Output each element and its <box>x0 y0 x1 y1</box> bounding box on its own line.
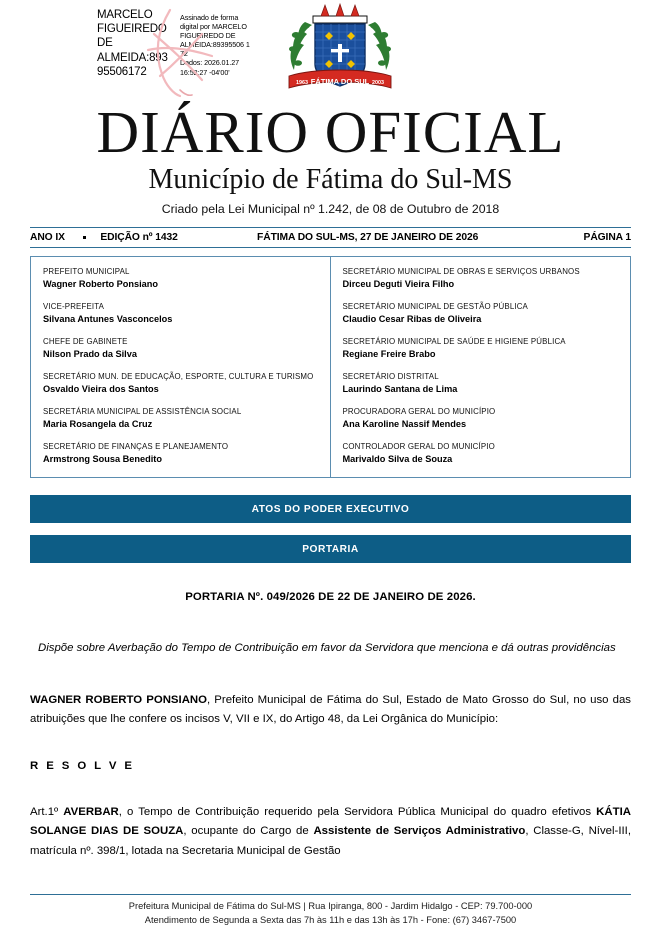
official-entry <box>343 406 621 431</box>
crest-left-text: 1963 <box>296 80 308 86</box>
official-role: PROCURADORA GERAL DO MUNICÍPIO <box>342 407 496 416</box>
crest-banner-text: FÁTIMA DO SUL <box>310 77 370 86</box>
digital-signature-details <box>180 13 268 77</box>
official-name: Nilson Prado da Silva <box>43 349 137 359</box>
official-role: VICE-PREFEITA <box>43 302 104 311</box>
official-name: Wagner Roberto Ponsiano <box>43 279 159 289</box>
portaria-title: PORTARIA Nº. 049/2026 DE 22 DE JANEIRO DE 2026. <box>185 590 476 603</box>
signature-detail-line-2: digital por MARCELO <box>180 22 247 32</box>
officials-column-right <box>331 257 631 477</box>
digital-signature-name: MARCELO FIGUEIREDO DE ALMEIDA:893 95506172 <box>97 9 168 78</box>
official-name: Osvaldo Vieira dos Santos <box>43 384 159 394</box>
official-entry <box>343 301 621 326</box>
masthead-subtitle: Município de Fátima do Sul-MS <box>148 164 513 195</box>
bullet-separator-icon <box>83 236 87 240</box>
official-role: SECRETÁRIO MUN. DE EDUCAÇÃO, ESPORTE, CULTURA E TURISMO <box>43 372 314 381</box>
official-role: SECRETÁRIO DE FINANÇAS E PLANEJAMENTO <box>43 442 229 451</box>
preamble-mayor-name: WAGNER ROBERTO PONSIANO <box>30 693 208 706</box>
official-name: Dirceu Deguti Vieira Filho <box>342 279 455 289</box>
signature-detail-line-6: Dados: 2026.01.27 <box>180 58 240 68</box>
page-title: DIÁRIO OFICIAL <box>96 99 565 165</box>
official-name: Regiane Freire Brabo <box>342 349 436 359</box>
official-role: CHEFE DE GABINETE <box>43 337 128 346</box>
official-entry <box>343 336 621 361</box>
article-1 <box>30 803 631 862</box>
officials-column-left <box>31 257 331 477</box>
official-role: CONTROLADOR GERAL DO MUNICÍPIO <box>342 442 495 451</box>
official-entry <box>343 441 621 466</box>
official-role: SECRETÁRIO MUNICIPAL DE OBRAS E SERVIÇOS URBANOS <box>342 267 580 276</box>
official-role: SECRETÁRIO DISTRITAL <box>342 372 439 381</box>
official-entry <box>43 371 320 396</box>
official-entry <box>43 441 320 466</box>
official-name: Armstrong Sousa Benedito <box>43 454 162 464</box>
footer-hours: Atendimento de Segunda a Sexta das 7h às 11h e das 13h às 17h - Fone: (67) 3467-7500 <box>144 914 517 925</box>
officials-table <box>30 256 631 478</box>
resolve-heading: R E S O L V E <box>30 759 135 772</box>
edition-year: ANO IX <box>30 232 65 243</box>
edition-place-date: FÁTIMA DO SUL-MS, 27 DE JANEIRO DE 2026 <box>257 232 479 243</box>
header-zone <box>0 0 661 100</box>
official-entry <box>43 301 320 326</box>
article-1-prefix: Art.1º <box>30 805 64 818</box>
page-number: PÁGINA 1 <box>583 232 631 243</box>
official-role: SECRETÁRIO MUNICIPAL DE SAÚDE E HIGIENE PÚBLICA <box>342 337 566 346</box>
portaria-ementa: Dispõe sobre Averbação do Tempo de Contribuição em favor da Servidora que menciona e dá outras providências <box>38 641 616 654</box>
article-1-mid-2: , ocupante do Cargo de <box>183 825 314 837</box>
section-banner-portaria: PORTARIA <box>30 535 631 563</box>
official-name: Silvana Antunes Vasconcelos <box>43 314 173 324</box>
official-name: Marivaldo Silva de Souza <box>342 454 453 464</box>
document-body <box>30 591 631 862</box>
article-1-cargo: Assistente de Serviços Administrativo <box>313 825 526 837</box>
portaria-preamble <box>30 691 631 730</box>
official-role: SECRETÁRIO MUNICIPAL DE GESTÃO PÚBLICA <box>342 302 528 311</box>
signature-detail-line-3: FIGUEIREDO DE <box>180 31 236 41</box>
article-1-verb: AVERBAR <box>63 805 119 818</box>
official-name: Maria Rosangela da Cruz <box>43 419 153 429</box>
article-1-tail: , Classe-G, Nível-III, matrícula nº. 398/1, lotada na Secretaria Municipal de Gestão <box>30 825 631 857</box>
official-name: Laurindo Santana de Lima <box>342 384 458 394</box>
signature-detail-line-5: 72 <box>180 49 188 59</box>
official-entry <box>43 406 320 431</box>
official-role: PREFEITO MUNICIPAL <box>43 267 130 276</box>
official-entry <box>43 266 320 291</box>
official-entry <box>43 336 320 361</box>
signature-detail-line-1: Assinado de forma <box>180 13 239 22</box>
article-1-mid-1: , o Tempo de Contribuição requerido pela Servidora Pública Municipal do quadro efetivos <box>118 805 597 818</box>
official-entry <box>343 371 621 396</box>
crest-right-text: 2003 <box>372 80 384 86</box>
article-1-servidora-name: KÁTIA SOLANGE DIAS DE SOUZA <box>30 805 631 837</box>
official-role: SECRETÁRIA MUNICIPAL DE ASSISTÊNCIA SOCIAL <box>43 407 242 416</box>
signature-detail-line-4: ALMEIDA:89395506 1 <box>180 40 250 50</box>
page-footer <box>30 894 631 927</box>
footer-address: Prefeitura Municipal de Fátima do Sul-MS | Rua Ipiranga, 800 - Jardim Hidalgo - CEP: 79.700-000 <box>128 901 533 911</box>
official-name: Ana Karoline Nassif Mendes <box>342 419 467 429</box>
edition-bar <box>30 227 631 248</box>
section-banner-executive: ATOS DO PODER EXECUTIVO <box>30 495 631 523</box>
masthead <box>0 99 661 217</box>
masthead-law-line: Criado pela Lei Municipal nº 1.242, de 08 de Outubro de 2018 <box>161 202 500 216</box>
edition-number: EDIÇÃO nº 1432 <box>100 232 178 243</box>
preamble-rest: , Prefeito Municipal de Fátima do Sul, Estado de Mato Grosso do Sul, no uso das atribuições que lhe confere os incisos V, VII e IX, do Artigo 48, da Lei Orgânica do Município: <box>30 693 632 725</box>
official-entry <box>343 266 621 291</box>
coat-of-arms-icon <box>285 2 395 98</box>
official-name: Claudio Cesar Ribas de Oliveira <box>342 314 482 324</box>
signature-detail-line-7: 16:52:27 -04'00' <box>180 67 230 77</box>
